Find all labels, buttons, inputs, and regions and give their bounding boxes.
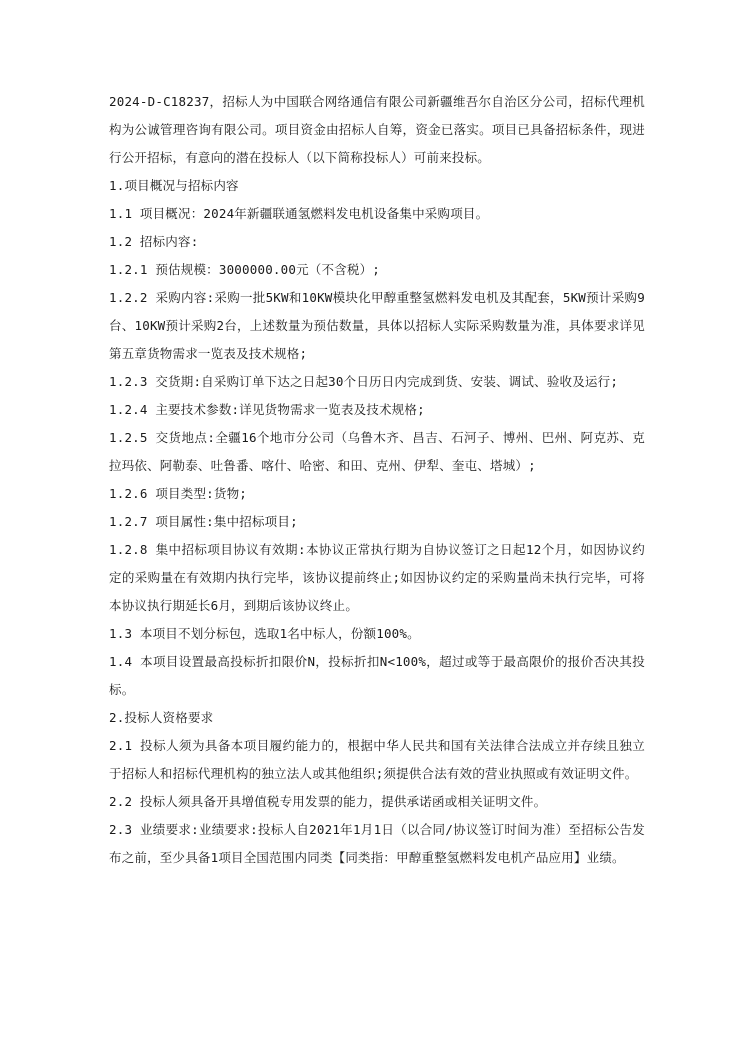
clause-1-2-7: 1.2.7 项目属性:集中招标项目;: [109, 514, 298, 529]
intro-paragraph: 2024-D-C18237，招标人为中国联合网络通信有限公司新疆维吾尔自治区分公司，招标代理机构为公诚管理咨询有限公司。项目资金由招标人自筹，资金已落实。项目已具备招标条件，现进行公开招标，有意向的潜在投标人（以下简称投标人）可前来投标。: [109, 94, 645, 165]
document-body: [109, 88, 645, 872]
clause-1-2: 1.2 招标内容:: [109, 234, 199, 249]
clause-1-3: 1.3 本项目不划分标包，选取1名中标人，份额100%。: [109, 626, 420, 641]
clause-1-2-5: 1.2.5 交货地点:全疆16个地市分公司（乌鲁木齐、昌吉、石河子、博州、巴州、阿克苏、克拉玛依、阿勒泰、吐鲁番、喀什、哈密、和田、克州、伊犁、奎屯、塔城）;: [109, 430, 645, 473]
clause-1-2-4: 1.2.4 主要技术参数:详见货物需求一览表及技术规格;: [109, 402, 425, 417]
clause-1-2-8: 1.2.8 集中招标项目协议有效期:本协议正常执行期为自协议签订之日起12个月，如因协议约定的采购量在有效期内执行完毕，该协议提前终止;如因协议约定的采购量尚未执行完毕，可将本协议执行期延长6月，到期后该协议终止。: [109, 542, 645, 613]
clause-1-2-3: 1.2.3 交货期:自采购订单下达之日起30个日历日内完成到货、安装、调试、验收及运行;: [109, 374, 619, 389]
clause-2-2: 2.2 投标人须具备开具增值税专用发票的能力，提供承诺函或相关证明文件。: [109, 794, 547, 809]
clause-1-2-6: 1.2.6 项目类型:货物;: [109, 486, 248, 501]
clause-2-3: 2.3 业绩要求:业绩要求:投标人自2021年1月1日（以合同/协议签订时间为准）至招标公告发布之前，至少具备1项目全国范围内同类【同类指：甲醇重整氢燃料发电机产品应用】业绩。: [109, 822, 645, 865]
section-heading-1: 1.项目概况与招标内容: [109, 178, 239, 193]
clause-1-4: 1.4 本项目设置最高投标折扣限价N，投标折扣N<100%，超过或等于最高限价的报价否决其投标。: [109, 654, 645, 697]
clause-1-1: 1.1 项目概况：2024年新疆联通氢燃料发电机设备集中采购项目。: [109, 206, 489, 221]
clause-1-2-2: 1.2.2 采购内容:采购一批5KW和10KW模块化甲醇重整氢燃料发电机及其配套，5KW预计采购9台、10KW预计采购2台，上述数量为预估数量，具体以招标人实际采购数量为准，具体要求详见第五章货物需求一览表及技术规格;: [109, 290, 645, 361]
clause-2-1: 2.1 投标人须为具备本项目履约能力的，根据中华人民共和国有关法律合法成立并存续且独立于招标人和招标代理机构的独立法人或其他组织;须提供合法有效的营业执照或有效证明文件。: [109, 738, 645, 781]
clause-1-2-1: 1.2.1 预估规模：3000000.00元（不含税）;: [109, 262, 381, 277]
section-heading-2: 2.投标人资格要求: [109, 710, 214, 725]
